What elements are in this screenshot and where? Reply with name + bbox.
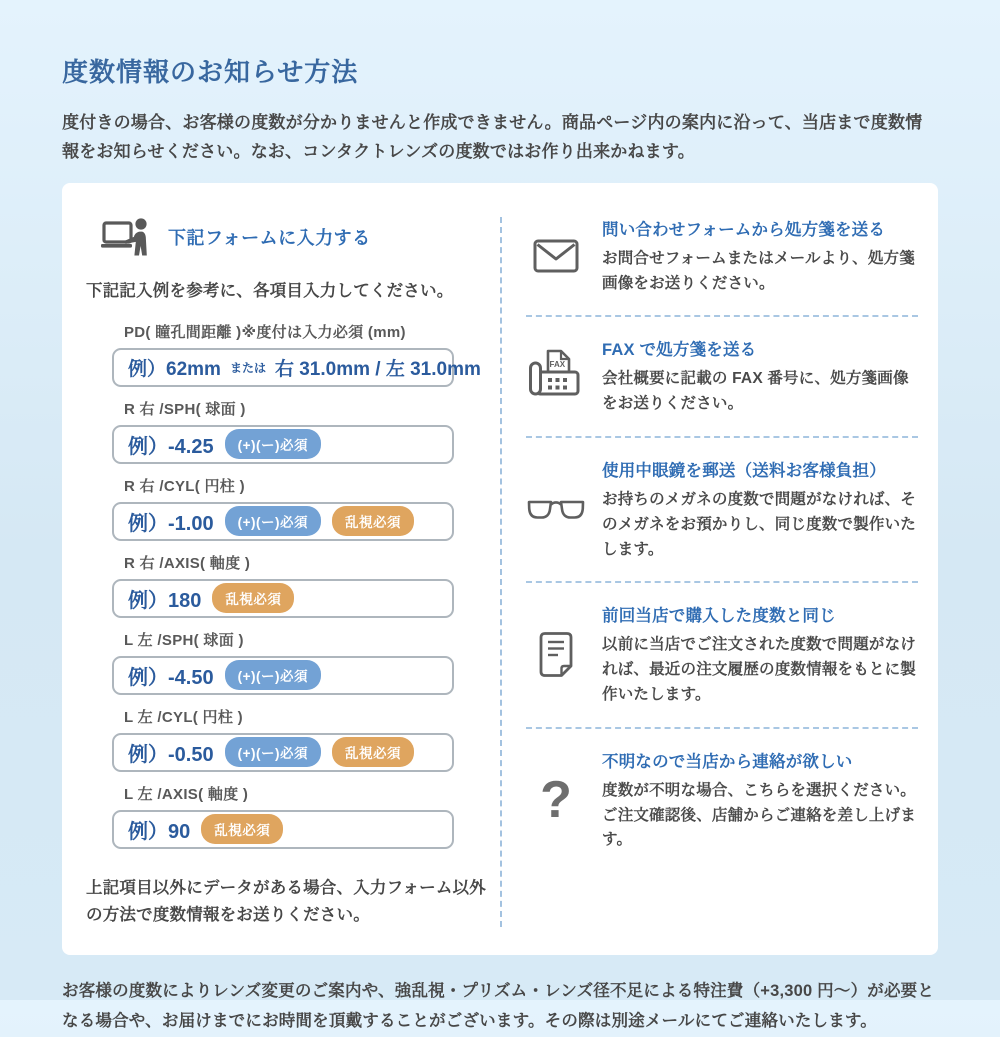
form-heading: 下記フォームに入力する bbox=[168, 227, 371, 248]
example-value: 例）-4.50 bbox=[128, 666, 214, 689]
field-label: L 左 /SPH( 球面 ) bbox=[124, 631, 244, 649]
astigmatism-required-badge: 乱視必須 bbox=[332, 506, 414, 536]
field-l-axis bbox=[112, 783, 454, 849]
form-footer-note: 上記項目以外にデータがある場合、入力フォーム以外の方法で度数情報をお送りください。 bbox=[86, 878, 486, 924]
method-title: 問い合わせフォームから処方箋を送る bbox=[602, 220, 886, 239]
form-column bbox=[62, 183, 500, 955]
method-body bbox=[602, 336, 918, 417]
method-description: お持ちのメガネの度数で問題がなければ、そのメガネをお預かりし、同じ度数で製作いたします。 bbox=[602, 490, 917, 558]
info-card bbox=[62, 183, 938, 955]
example-value: 例）90 bbox=[128, 820, 191, 843]
field-example-box bbox=[112, 733, 454, 772]
method-title: 不明なので当店から連絡が欲しい bbox=[602, 752, 853, 771]
field-label: PD( 瞳孔間距離 )※度付は入力必須 (mm) bbox=[124, 323, 406, 341]
method-contact-form bbox=[526, 197, 918, 318]
example-value: 例）180 bbox=[128, 589, 202, 612]
field-r-cyl bbox=[112, 475, 454, 541]
method-icon-wrap bbox=[526, 348, 586, 406]
plus-minus-required-badge: (+)(ー)必須 bbox=[225, 660, 321, 690]
field-example-box bbox=[112, 810, 454, 849]
form-header bbox=[100, 217, 500, 257]
example-value-alt: 右 31.0mm / 左 31.0mm bbox=[274, 358, 481, 380]
method-title: FAX で処方箋を送る bbox=[602, 341, 757, 360]
plus-minus-required-badge: (+)(ー)必須 bbox=[225, 506, 321, 536]
page-title: 度数情報のお知らせ方法 bbox=[62, 57, 359, 87]
example-connector: または bbox=[229, 360, 266, 375]
example-value: 例）62mm bbox=[128, 358, 221, 380]
method-same-as-previous bbox=[526, 583, 918, 728]
form-note: 下記記入例を参考に、各項目入力してください。 bbox=[86, 281, 454, 300]
field-label: L 左 /AXIS( 軸度 ) bbox=[124, 785, 249, 803]
field-l-cyl bbox=[112, 706, 454, 772]
field-pd bbox=[112, 321, 481, 387]
fax-icon bbox=[527, 348, 585, 406]
method-body bbox=[602, 748, 918, 853]
method-title: 前回当店で購入した度数と同じ bbox=[602, 607, 836, 626]
field-label: R 右 /SPH( 球面 ) bbox=[124, 400, 246, 418]
method-body bbox=[602, 457, 918, 562]
fax-icon-label: FAX bbox=[549, 359, 566, 369]
plus-minus-required-badge: (+)(ー)必須 bbox=[225, 429, 321, 459]
method-title: 使用中眼鏡を郵送（送料お客様負担） bbox=[602, 461, 886, 480]
document-icon bbox=[536, 631, 576, 679]
method-description: お問合せフォームまたはメールより、処方箋画像をお送りください。 bbox=[602, 249, 915, 292]
method-body bbox=[602, 216, 918, 297]
method-icon-wrap bbox=[526, 771, 586, 830]
field-r-axis bbox=[112, 552, 454, 618]
field-label: L 左 /CYL( 円柱 ) bbox=[124, 708, 243, 726]
question-icon: ? bbox=[540, 771, 572, 830]
astigmatism-required-badge: 乱視必須 bbox=[212, 583, 294, 613]
field-label: R 右 /AXIS( 軸度 ) bbox=[124, 554, 251, 572]
field-label: R 右 /CYL( 円柱 ) bbox=[124, 477, 245, 495]
method-description: 度数が不明な場合、こちらを選択ください。ご注文確認後、店舗からご連絡を差し上げます。 bbox=[602, 781, 917, 849]
glasses-icon bbox=[527, 499, 585, 521]
method-fax bbox=[526, 317, 918, 438]
method-description: 以前に当店でご注文された度数で問題がなければ、最近の注文履歴の度数情報をもとに製作いたします。 bbox=[602, 636, 917, 703]
person-at-monitor-icon bbox=[100, 217, 152, 257]
method-mail-glasses bbox=[526, 438, 918, 583]
field-example-box bbox=[112, 425, 454, 464]
example-value: 例）-4.25 bbox=[128, 435, 214, 458]
field-l-sph bbox=[112, 629, 454, 695]
method-contact-me bbox=[526, 729, 918, 872]
example-value: 例）-0.50 bbox=[128, 743, 214, 766]
example-value: 例）-1.00 bbox=[128, 512, 214, 535]
method-icon-wrap bbox=[526, 631, 586, 679]
form-fields bbox=[112, 321, 481, 849]
astigmatism-required-badge: 乱視必須 bbox=[201, 814, 283, 844]
method-icon-wrap bbox=[526, 499, 586, 521]
field-example-box bbox=[112, 579, 454, 618]
astigmatism-required-badge: 乱視必須 bbox=[332, 737, 414, 767]
field-example-box bbox=[112, 348, 481, 387]
methods-column bbox=[502, 183, 938, 955]
footer-note: お客様の度数によりレンズ変更のご案内や、強乱視・プリズム・レンズ径不足による特注費（+3,300 円〜）が必要となる場合や、お届けまでにお時間を頂戴することがございます。その際は別途メールにてご連絡いたします。 bbox=[62, 982, 935, 1030]
method-body bbox=[602, 602, 918, 707]
field-example-box bbox=[112, 656, 454, 695]
field-r-sph bbox=[112, 398, 454, 464]
envelope-icon bbox=[533, 239, 579, 273]
intro-text: 度付きの場合、お客様の度数が分かりませんと作成できません。商品ページ内の案内に沿って、当店まで度数情報をお知らせください。なお、コンタクトレンズの度数ではお作り出来かねます。 bbox=[62, 113, 923, 161]
method-icon-wrap bbox=[526, 239, 586, 273]
plus-minus-required-badge: (+)(ー)必須 bbox=[225, 737, 321, 767]
method-description: 会社概要に記載の FAX 番号に、処方箋画像をお送りください。 bbox=[602, 370, 909, 413]
field-example-box bbox=[112, 502, 454, 541]
